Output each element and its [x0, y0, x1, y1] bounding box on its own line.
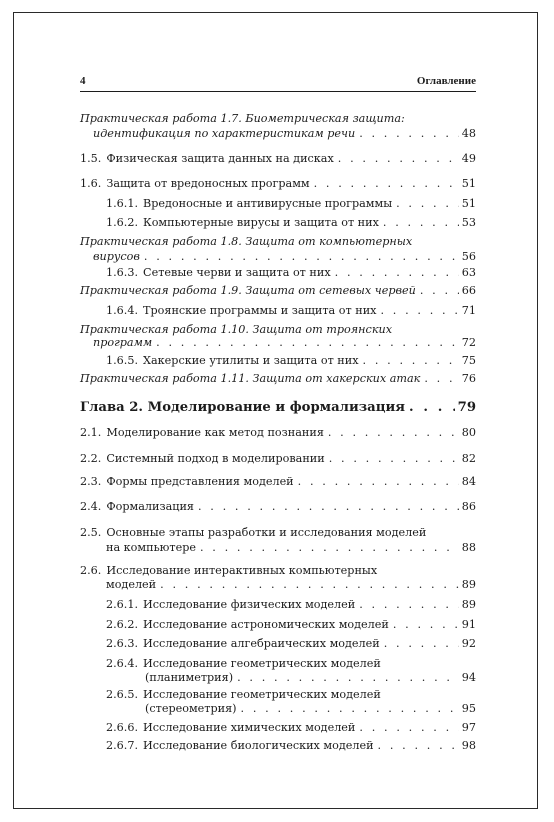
leader-dots [200, 540, 459, 555]
toc-entry-line [106, 656, 381, 671]
toc-section-number: 2.6.5. [106, 688, 139, 701]
toc-section-number: 2.4. [80, 500, 102, 513]
toc-page-number: 89 [461, 598, 476, 611]
toc-entry [93, 126, 476, 141]
toc-page-number: 56 [461, 250, 476, 263]
toc-entry-title: Основные этапы разработки и исследования моделей [106, 526, 427, 539]
leader-dots [160, 577, 459, 592]
toc-section-number: 2.6.7. [106, 739, 139, 752]
toc-section-number: 2.6.1. [106, 598, 139, 611]
leader-dots [144, 249, 459, 264]
toc-section-number: 2.5. [80, 526, 102, 539]
toc-section-number: 2.6.6. [106, 721, 139, 734]
toc-entry-title-continued: (планиметрия) [145, 671, 234, 684]
toc-page-number: 75 [461, 354, 476, 367]
toc-entry-title: Исследование геометрических моделей [143, 657, 381, 670]
toc-chapter-title: Глава 2. Моделирование и формализация [80, 400, 405, 415]
toc-page-number: 79 [457, 400, 476, 415]
toc-section-number: 1.5. [80, 152, 102, 165]
toc-section-number: 2.6.4. [106, 657, 139, 670]
toc-entry-line [106, 687, 381, 702]
toc-page-number: 91 [461, 618, 476, 631]
toc-entry-title-continued: на компьютере [106, 541, 196, 554]
leader-dots [198, 499, 459, 514]
toc-page-number: 76 [461, 372, 476, 385]
toc-section-number: 1.6. [80, 177, 102, 190]
toc-entry-title: Практическая работа 1.11. Защита от хакерских атак [80, 372, 421, 385]
toc-entry-line: Практическая работа 1.8. Защита от компьютерных [80, 235, 413, 248]
toc-entry-title: Хакерские утилиты и защита от них [143, 354, 359, 367]
toc-page-number: 53 [461, 216, 476, 229]
leader-dots [384, 636, 459, 651]
toc-page-number: 63 [461, 266, 476, 279]
toc-entry [106, 577, 476, 592]
toc-entry [106, 215, 476, 230]
leader-dots [328, 425, 459, 440]
toc-page-number: 88 [461, 541, 476, 554]
toc-entry [106, 353, 476, 368]
toc-page-number: 82 [461, 452, 476, 465]
leader-dots [359, 597, 459, 612]
toc-entry [106, 720, 476, 735]
toc-entry-line: Практическая работа 1.10. Защита от троянских [80, 323, 393, 336]
toc-entry [106, 738, 476, 753]
toc-entry-title: Формализация [106, 500, 194, 513]
toc-section-number: 1.6.3. [106, 266, 139, 279]
leader-dots [338, 151, 459, 166]
toc-entry-title: Практическая работа 1.9. Защита от сетевых червей [80, 284, 416, 297]
toc-entry-title: Исследование алгебраических моделей [143, 637, 380, 650]
toc-entry-title: Исследование химических моделей [143, 721, 356, 734]
toc-page-number: 92 [461, 637, 476, 650]
toc-entry [106, 597, 476, 612]
toc-entry [80, 176, 476, 191]
toc-section-number: 1.6.2. [106, 216, 139, 229]
toc-entry [106, 265, 476, 280]
toc-page-number: 51 [461, 177, 476, 190]
toc-entry-title-continued: моделей [106, 578, 157, 591]
toc-entry-title: Физическая защита данных на дисках [106, 152, 334, 165]
toc-entry-title: Исследование геометрических моделей [143, 688, 381, 701]
toc-page-number: 72 [461, 336, 476, 349]
leader-dots [329, 451, 459, 466]
toc-entry-line [80, 563, 377, 578]
toc-entry-title: Формы представления моделей [106, 475, 294, 488]
toc-entry-title: идентификация по характеристикам речи [93, 127, 356, 140]
leader-dots [298, 474, 459, 489]
toc-entry-title: Вредоносные и антивирусные программы [143, 197, 393, 210]
toc-entry-title: Исследование физических моделей [143, 598, 356, 611]
toc-entry [106, 636, 476, 651]
leader-dots [237, 670, 459, 685]
leader-dots [363, 353, 459, 368]
toc-page-number: 84 [461, 475, 476, 488]
toc-page-number: 98 [461, 739, 476, 752]
leader-dots [359, 126, 459, 141]
toc-entry-title: Моделирование как метод познания [106, 426, 324, 439]
toc-entry [80, 151, 476, 166]
leader-dots [314, 176, 459, 191]
leader-dots [380, 303, 458, 318]
leader-dots [156, 335, 459, 350]
toc-entry-title: программ [93, 336, 153, 349]
toc-section-number: 2.6.3. [106, 637, 139, 650]
toc-entry-title: Исследование астрономических моделей [143, 618, 389, 631]
toc-entry [93, 335, 476, 350]
toc-entry [80, 499, 476, 514]
toc-page-number: 94 [461, 671, 476, 684]
toc-section-number: 2.2. [80, 452, 102, 465]
page-number: 4 [80, 75, 86, 87]
leader-dots [383, 215, 459, 230]
leader-dots [359, 720, 458, 735]
toc-section-number: 2.6.2. [106, 618, 139, 631]
toc-section-number: 2.1. [80, 426, 102, 439]
toc-page-number: 51 [461, 197, 476, 210]
toc-entry-title: Сетевые черви и защита от них [143, 266, 331, 279]
toc-entry [93, 249, 476, 264]
toc-page-number: 66 [461, 284, 476, 297]
toc-page-number: 89 [461, 578, 476, 591]
toc-section-number: 1.6.1. [106, 197, 139, 210]
toc-entry [106, 540, 476, 555]
toc-entry [80, 425, 476, 440]
toc-entry-title: Исследование интерактивных компьютерных [106, 564, 378, 577]
toc-chapter-entry [80, 399, 476, 416]
toc-entry [80, 474, 476, 489]
running-title: Оглавление [416, 75, 476, 87]
leader-dots [241, 701, 459, 716]
leader-dots [424, 371, 458, 386]
toc-page-number: 95 [461, 702, 476, 715]
toc-page-number: 86 [461, 500, 476, 513]
toc-entry [106, 303, 476, 318]
toc-entry [80, 283, 476, 298]
toc-page-number: 71 [461, 304, 476, 317]
toc-section-number: 1.6.5. [106, 354, 139, 367]
leader-dots [335, 265, 459, 280]
toc-section-number: 2.6. [80, 564, 102, 577]
toc-entry-title: Троянские программы и защита от них [143, 304, 377, 317]
leader-dots [396, 196, 459, 211]
toc-page-number: 49 [461, 152, 476, 165]
toc-page-number: 48 [461, 127, 476, 140]
toc-entry-title: вирусов [93, 250, 140, 263]
toc-entry [145, 670, 476, 685]
leader-dots [393, 617, 459, 632]
toc-entry [106, 617, 476, 632]
toc-entry-title: Системный подход в моделировании [106, 452, 325, 465]
toc-entry-title: Компьютерные вирусы и защита от них [143, 216, 379, 229]
toc-entry-title-continued: (стереометрия) [145, 702, 237, 715]
toc-entry-line: Практическая работа 1.7. Биометрическая защита: [80, 112, 405, 125]
toc-page-number: 97 [461, 721, 476, 734]
toc-entry [80, 371, 476, 386]
toc-entry [145, 701, 476, 716]
toc-entry-title: Защита от вредоносных программ [106, 177, 310, 190]
toc-page-number: 80 [461, 426, 476, 439]
toc-entry-line [80, 525, 426, 540]
toc-entry [106, 196, 476, 211]
leader-dots [409, 399, 455, 416]
leader-dots [378, 738, 459, 753]
toc-section-number: 1.6.4. [106, 304, 139, 317]
toc-section-number: 2.3. [80, 475, 102, 488]
toc-entry [80, 451, 476, 466]
leader-dots [420, 283, 459, 298]
toc-entry-title: Исследование биологических моделей [143, 739, 374, 752]
